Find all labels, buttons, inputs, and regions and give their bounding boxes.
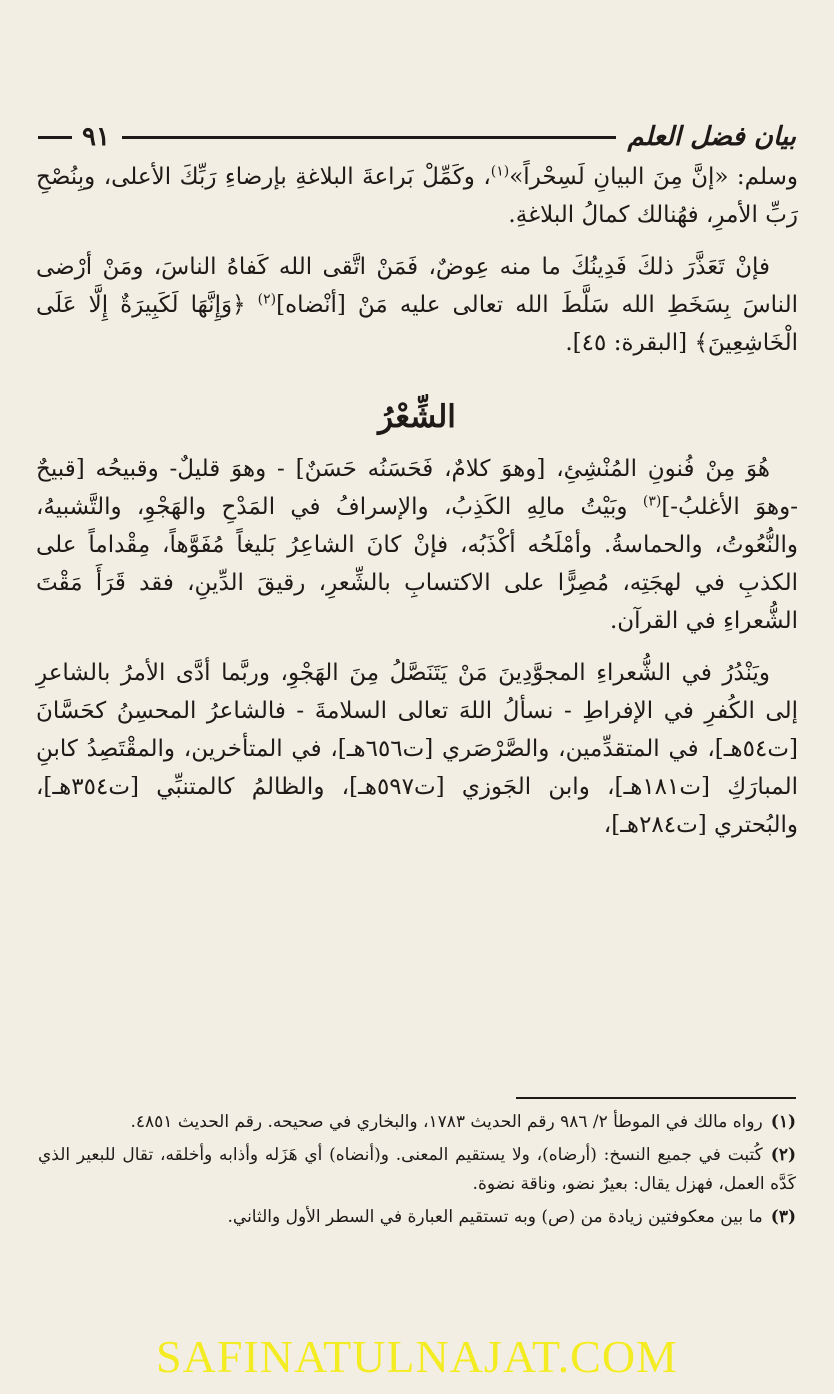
paragraph-4: ويَنْدُرُ في الشُّعراءِ المجوَّدِينَ مَنْ يَتَنَصَّلُ مِنَ الهَجْوِ، وربَّما أدَّى الأمرُ بالشاعرِ إلى الكُفرِ في الإفراطِ - نسألُ اللهَ تعالى السلامةَ - فالشاعرُ المحسِنُ كحَسَّانَ [ت٥٤هـ]، في المتقدِّمين، والصَّرْصَري [ت٦٥٦هـ]، في المتأخرين، والمقْتَصِدُ كابنِ المبارَكِ [ت١٨١هـ]، وابن الجَوزي [ت٥٩٧هـ]، والظالمُ كالمتنبِّي [ت٣٥٤هـ]، والبُحتري [ت٢٨٤هـ]، <box>36 660 798 838</box>
paragraph-1 <box>36 158 798 234</box>
header-dash <box>38 136 72 139</box>
quran-verse: ﴿وَإِنَّهَا لَكَبِيرَةٌ إِلَّا عَلَى الْخَاشِعِينَ﴾ [البقرة: ٤٥]. <box>36 292 798 356</box>
footnote-separator <box>516 1097 796 1099</box>
main-text <box>36 158 798 858</box>
footnote-ref-2: (٢) <box>257 291 277 308</box>
running-title: بيان فضل العلم <box>627 122 796 152</box>
footnote-1-number: (١) <box>770 1112 796 1132</box>
footnotes <box>38 1108 796 1236</box>
footnote-3 <box>38 1203 796 1232</box>
paragraph-3 <box>36 450 798 640</box>
header-rule <box>122 136 616 139</box>
paragraph-3-part-1: هُوَ مِنْ فُنونِ المُنْشِئِ، [وهوَ كلامٌ، فَحَسَنُه حَسَنٌ] - وهوَ قليلٌ- وقبيحُه [قبيحٌ -وهوَ الأغلبُ-] <box>36 456 799 520</box>
paragraph-1-part-1: وسلم: «إنَّ مِنَ البيانِ لَسِحْراً» <box>509 164 798 190</box>
footnote-ref-3: (٣) <box>642 493 662 510</box>
running-header <box>38 120 796 154</box>
watermark: SAFINATULNAJAT.COM <box>156 1331 678 1382</box>
paragraph-2 <box>36 248 798 362</box>
page-number: ٩١ <box>82 122 110 152</box>
footnote-2 <box>38 1141 796 1199</box>
section-heading: الشِّعْرُ <box>378 399 456 435</box>
footnote-1-text: رواه مالك في الموطأ ٢/ ٩٨٦ رقم الحديث ١٧٨٣، والبخاري في صحيحه. رقم الحديث ٤٨٥١. <box>130 1112 763 1132</box>
footnote-3-number: (٣) <box>770 1207 796 1227</box>
paragraph-3-part-2: وبَيْتُ مالِهِ الكَذِبُ، والإسرافُ في المَدْحِ والهَجْوِ، والتَّشبيهُ، والنُّعُوتُ، والحماسةُ. وأمْلَحُه أكْذَبُه، فإنْ كانَ الشاعِرُ بَليغاً مُفَوَّهاً، مِقْداماً على الكذبِ في لهجَتِه، مُصِرًّا على الاكتسابِ بالشِّعرِ، رقيقَ الدِّينِ، فقد قَرَأَ مَقْتَ الشُّعراءِ في القرآن. <box>36 494 798 634</box>
footnote-3-text: ما بين معكوفتين زيادة من (ص) وبه تستقيم العبارة في السطر الأول والثاني. <box>227 1207 763 1227</box>
footnote-2-number: (٢) <box>770 1145 796 1165</box>
footnote-1 <box>38 1108 796 1137</box>
footnote-2-text: كُتبت في جميع النسخ: (أرضاه)، ولا يستقيم المعنى. و(أنضاه) أي هَزَله وأذابه وأخلقه، تقال للبعير الذي كَدَّه العمل، فهزل يقال: بعيرٌ نضو، وناقة نضوة. <box>38 1145 796 1194</box>
paragraph-2-part-1: فإنْ تَعَذَّرَ ذلكَ فَدِينُكَ ما منه عِوضٌ، فَمَنْ اتَّقى الله كَفاهُ الناسَ، ومَنْ أرْضى الناسَ بِسَخَطِ الله سَلَّطَ الله تعالى عليه مَنْ [أنْضاه] <box>36 254 798 318</box>
footnote-ref-1: (١) <box>490 163 510 180</box>
paragraph-1-part-2: ، وكَمِّلْ بَراعةَ البلاغةِ بإرضاءِ رَبِّكَ الأعلى، وبِنُصْحِ رَبِّ الأمرِ، فهُنالك كمالُ البلاغةِ. <box>36 164 798 228</box>
